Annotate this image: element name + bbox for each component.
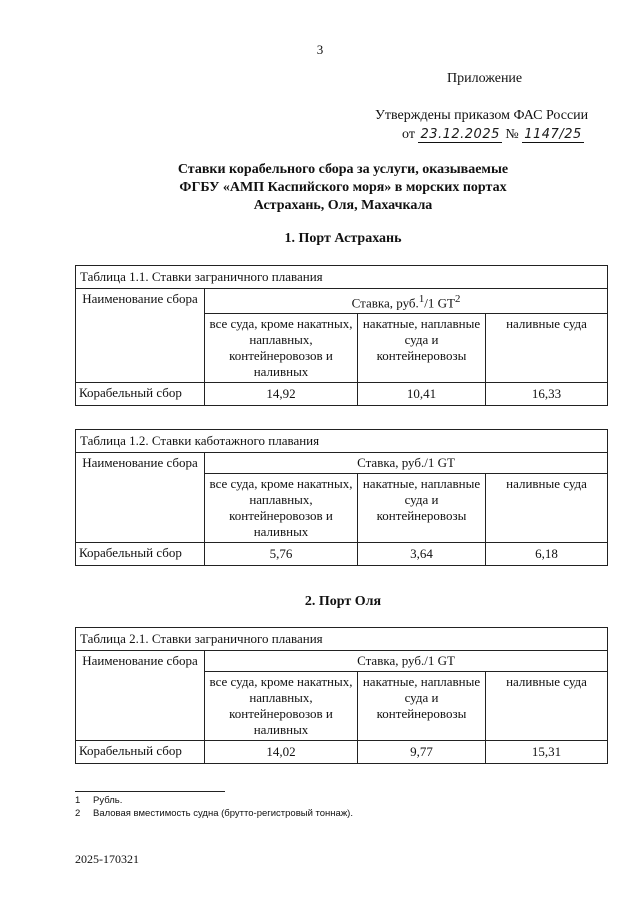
footnote (75, 795, 122, 806)
column-header: наливные суда (486, 314, 608, 383)
rate-value: 5,76 (205, 543, 358, 566)
rate-header: Ставка, руб.$^1$/1 $GT^2$ (205, 289, 608, 314)
section-title: 1. Порт Астрахань (284, 231, 402, 246)
rate-value: 6,18 (486, 543, 608, 566)
footnote-ref: 2 (454, 293, 461, 305)
rate-value: 15,31 (486, 741, 608, 764)
order-from-label: от (402, 127, 415, 142)
column-header: накатные, наплавные суда и контейнеровозы (358, 474, 486, 543)
rate-value: 14,02 (205, 741, 358, 764)
order-date-handwritten: 23.12.2025 (420, 127, 500, 142)
rates-table (75, 627, 608, 764)
column-header: накатные, наплавные суда и контейнеровозы (358, 314, 486, 383)
footnote-mark: 2 (75, 808, 81, 819)
row-name: Корабельный сбор (76, 383, 205, 406)
footnote-mark: 1 (75, 795, 81, 806)
table-caption: Таблица 1.2. Ставки каботажного плавания (76, 430, 608, 453)
rate-value: 3,64 (358, 543, 486, 566)
column-header: наливные суда (486, 474, 608, 543)
appendix-label: Приложение (447, 71, 523, 86)
rate-value: 10,41 (358, 383, 486, 406)
column-header: все суда, кроме накатных, наплавных, контейнеровозов и наливных (205, 672, 358, 741)
footnote (75, 808, 353, 819)
table-caption: Таблица 1.1. Ставки заграничного плавания (76, 266, 608, 289)
row-name: Корабельный сбор (76, 741, 205, 764)
document-number: 2025-170321 (75, 852, 139, 866)
rate-header: Ставка, руб./1 GT (205, 651, 608, 672)
column-header: все суда, кроме накатных, наплавных, контейнеровозов и наливных (205, 314, 358, 383)
rate-value: 14,92 (205, 383, 358, 406)
rate-value: 16,33 (486, 383, 608, 406)
name-header: Наименование сбора (76, 453, 205, 543)
order-number-handwritten: 1147/25 (524, 127, 582, 142)
table-row (76, 383, 608, 406)
page-number: 3 (316, 42, 324, 57)
approval-line: Утверждены приказом ФАС России (375, 108, 589, 123)
rate-header: Ставка, руб./1 GT (205, 453, 608, 474)
document-title (0, 161, 640, 215)
table-row (76, 543, 608, 566)
row-name: Корабельный сбор (76, 543, 205, 566)
name-header: Наименование сбора (76, 289, 205, 383)
rates-table (75, 265, 608, 406)
footnote-text: Рубль. (93, 795, 123, 806)
name-header: Наименование сбора (76, 651, 205, 741)
section-title: 2. Порт Оля (304, 594, 382, 609)
footnote-text: Валовая вместимость судна (брутто-регистровый тоннаж). (93, 808, 353, 819)
rate-value: 9,77 (358, 741, 486, 764)
rates-table (75, 429, 608, 566)
column-header: наливные суда (486, 672, 608, 741)
footnote-ref: 1 (418, 293, 425, 305)
title-line: Ставки корабельного сбора за услуги, оказываемые (177, 162, 509, 177)
column-header: накатные, наплавные суда и контейнеровозы (358, 672, 486, 741)
order-number-sign: № (505, 127, 519, 142)
order-reference (402, 127, 584, 143)
table-row (76, 741, 608, 764)
table-caption: Таблица 2.1. Ставки заграничного плавания (76, 628, 608, 651)
footnote-divider (75, 791, 225, 792)
column-header: все суда, кроме накатных, наплавных, контейнеровозов и наливных (205, 474, 358, 543)
title-line: Астрахань, Оля, Махачкала (253, 198, 433, 213)
title-line: ФГБУ «АМП Каспийского моря» в морских портах (179, 180, 507, 195)
